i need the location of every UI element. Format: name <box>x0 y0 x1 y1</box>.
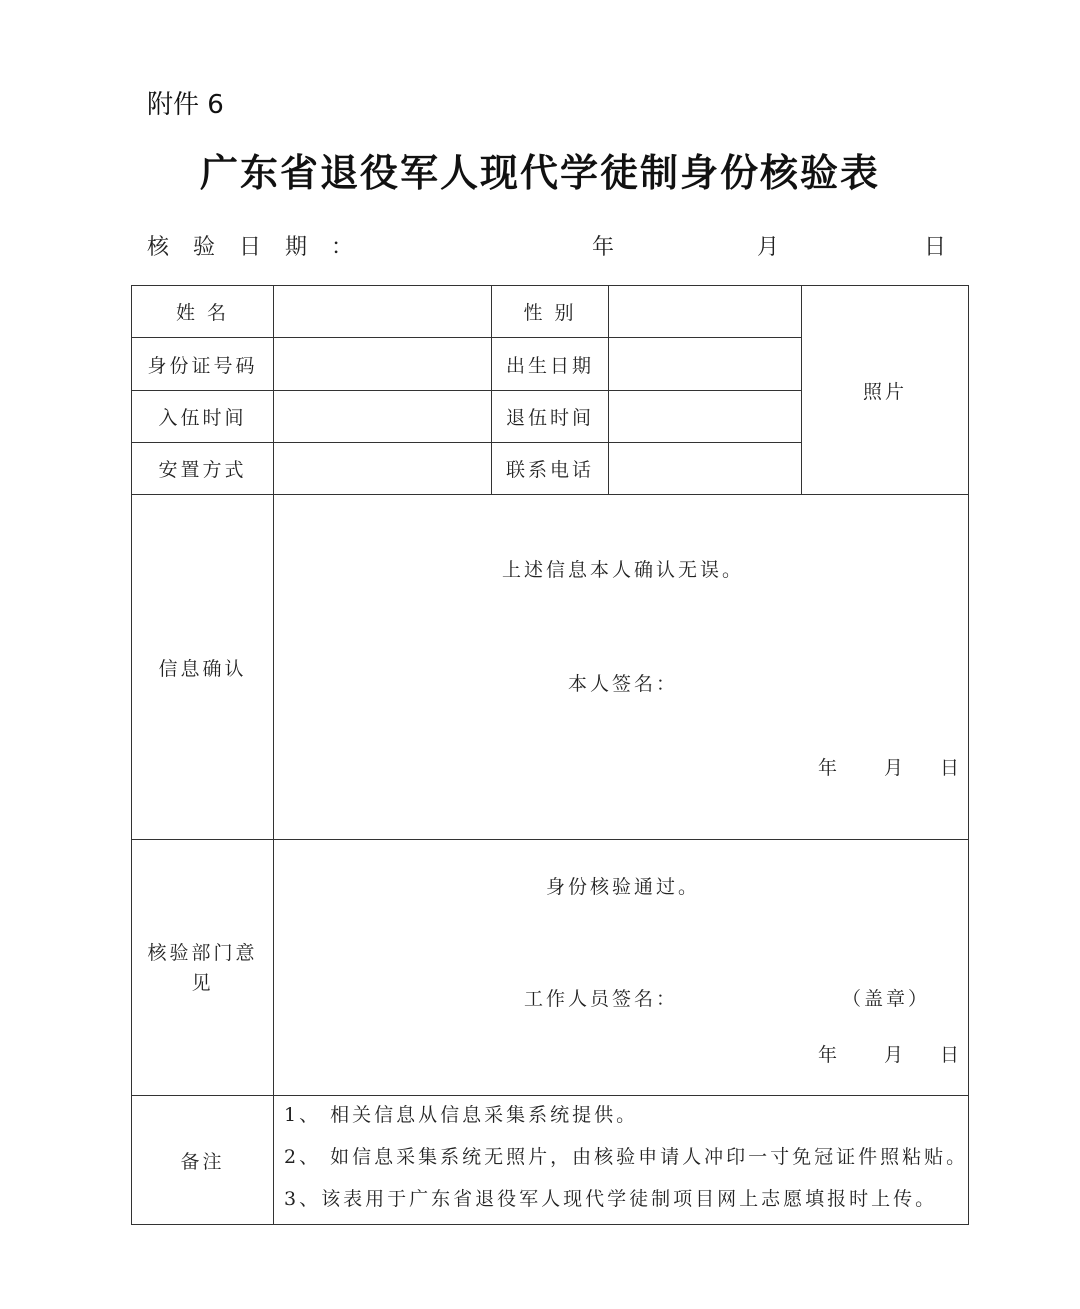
placement-value-cell[interactable] <box>274 443 492 495</box>
verify-date-label: 核验日期： <box>147 235 378 260</box>
remarks-label: 备注 <box>132 1096 274 1225</box>
photo-cell[interactable] <box>802 286 969 495</box>
gender-label: 性 别 <box>492 286 609 338</box>
verification-form-table <box>131 285 969 1225</box>
dept-opinion-year: 年 <box>818 1044 841 1066</box>
remark-item-2: 2、 如信息采集系统无照片，由核验申请人冲印一寸免冠证件照粘贴。 <box>284 1146 969 1168</box>
discharge-time-label: 退伍时间 <box>492 391 609 443</box>
name-value-cell[interactable] <box>274 286 492 338</box>
dept-opinion-cell[interactable] <box>274 840 969 1096</box>
dept-opinion-statement: 身份核验通过。 <box>546 876 701 898</box>
info-confirm-label: 信息确认 <box>132 495 274 840</box>
id-number-label: 身份证号码 <box>132 338 274 391</box>
verify-date-year: 年 <box>592 235 615 260</box>
remarks-cell <box>274 1096 969 1225</box>
self-signature-label: 本人签名： <box>568 673 679 695</box>
info-confirm-month: 月 <box>884 757 907 779</box>
birth-date-value-cell[interactable] <box>609 338 802 391</box>
name-label: 姓 名 <box>132 286 274 338</box>
info-confirm-year: 年 <box>818 757 841 779</box>
info-confirm-cell[interactable] <box>274 495 969 840</box>
enlist-time-label: 入伍时间 <box>132 391 274 443</box>
seal-label: （盖章） <box>842 988 931 1010</box>
enlist-time-value-cell[interactable] <box>274 391 492 443</box>
dept-opinion-month: 月 <box>884 1044 907 1066</box>
id-number-value-cell[interactable] <box>274 338 492 391</box>
verify-date-month: 月 <box>757 235 780 260</box>
info-confirm-statement: 上述信息本人确认无误。 <box>502 559 745 581</box>
discharge-time-value-cell[interactable] <box>609 391 802 443</box>
form-title: 广东省退役军人现代学徒制身份核验表 <box>199 151 880 195</box>
staff-signature-label: 工作人员签名： <box>524 988 679 1010</box>
remark-item-1: 1、 相关信息从信息采集系统提供。 <box>284 1104 639 1126</box>
info-confirm-day: 日 <box>940 757 963 779</box>
attachment-label: 附件 6 <box>147 90 224 120</box>
dept-opinion-day: 日 <box>940 1044 963 1066</box>
verify-date-day: 日 <box>924 235 947 260</box>
photo-label: 照片 <box>862 380 907 403</box>
birth-date-label: 出生日期 <box>492 338 609 391</box>
verify-date-line <box>147 230 947 264</box>
dept-opinion-label: 核验部门意见 <box>132 840 274 1096</box>
placement-label: 安置方式 <box>132 443 274 495</box>
phone-value-cell[interactable] <box>609 443 802 495</box>
remark-item-3: 3、该表用于广东省退役军人现代学徒制项目网上志愿填报时上传。 <box>284 1188 938 1210</box>
phone-label: 联系电话 <box>492 443 609 495</box>
gender-value-cell[interactable] <box>609 286 802 338</box>
